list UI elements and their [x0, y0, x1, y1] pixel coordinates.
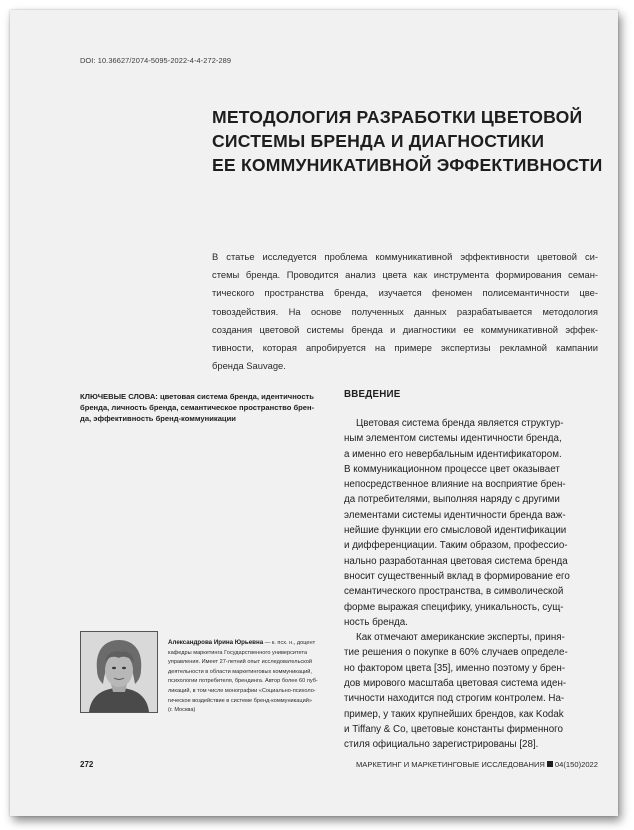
keywords-line: бренда, личность бренда, семантическое пространство брен- [80, 403, 315, 412]
body-line: и Tiffany & Co, цветовые константы фирменного [344, 723, 563, 735]
body-line: нально разработанная цветовая система бренда [344, 555, 568, 567]
doi: DOI: 10.36627/2074-5095-2022-4-4-272-289 [80, 56, 232, 65]
section-heading: ВВЕДЕНИЕ [344, 389, 401, 400]
author-bio [168, 638, 333, 716]
article-title [212, 105, 612, 177]
keywords-line: да, эффективность бренд-коммуникации [80, 414, 236, 423]
bio-line: психологии потребителя, брендинга. Автор более 60 пуб- [168, 678, 318, 685]
section-body [344, 416, 594, 753]
title-line: СИСТЕМЫ БРЕНДА И ДИАГНОСТИКИ [212, 131, 545, 151]
author-photo [80, 631, 158, 713]
abstract-line: бренда Sauvage. [212, 360, 286, 372]
title-line: ЕЕ КОММУНИКАТИВНОЙ ЭФФЕКТИВНОСТИ [212, 155, 603, 175]
abstract-line: тивности, которая апробируется на примере экспертизы рекламной кампании [212, 342, 598, 354]
body-line: дов мирового масштаба цветовая система иден- [344, 678, 567, 690]
journal-footer [356, 760, 598, 769]
bio-line: гическое воздействие в системе бренд-коммуникаций» [168, 697, 312, 704]
body-line: ность бренда. [344, 616, 408, 628]
keywords-line: КЛЮЧЕВЫЕ СЛОВА: цветовая система бренда, идентичность [80, 392, 314, 401]
bio-line: управления. Имеет 27-летний опыт исследовательской [168, 659, 313, 666]
body-line: форме выражая специфику, уникальность, сущ- [344, 601, 564, 613]
body-line: Как отмечают американские эксперты, приня- [356, 632, 565, 644]
body-line: нейшие функции его смысловой идентификации [344, 525, 567, 537]
bio-line: кафедры маркетинга Государственного университета [168, 649, 308, 656]
abstract-line: товоздействия. На основе полученных данных разрабатывается методология [212, 305, 598, 317]
body-line: и дифференциации. Таким образом, профессио- [344, 540, 568, 552]
bio-line [168, 638, 333, 649]
bio-line: (г. Москва) [168, 707, 196, 714]
body-line: Цветовая система бренда является структур- [356, 418, 564, 429]
journal-issue: 04(150)2022 [554, 760, 598, 769]
body-line: пример, у таких крупнейших брендов, как Kodak [344, 708, 564, 720]
bio-line: ликаций, в том числе монографии «Социально-психоло- [168, 687, 316, 694]
body-line: стиля официально зарегистрированы [28]. [344, 739, 539, 751]
author-portrait-icon [81, 632, 157, 712]
abstract-line: стемы бренда. Проводится анализ цвета как инструмента формирования семан- [212, 269, 598, 281]
body-line: семантического пространства, в символической [344, 586, 564, 598]
abstract-line: В статье исследуется проблема коммуникативной эффективности цветовой си- [212, 251, 598, 262]
body-line: тичности находится под строгим контролем. На- [344, 693, 565, 705]
body-line: тие решения о покупке в 60% случаев определе- [344, 647, 568, 659]
journal-page [10, 10, 618, 816]
abstract-line: тического пространства бренда, изучается феномен полисемантичности цве- [212, 287, 598, 299]
body-line: элементами системы идентичности бренда важ- [344, 509, 566, 521]
body-line: В коммуникационном процессе цвет оказывает [344, 463, 560, 475]
page-number: 272 [80, 760, 94, 769]
body-line: но фактором цвета [35], именно поэтому у брен- [344, 662, 566, 674]
square-separator-icon [547, 761, 553, 767]
bio-line: деятельности в области маркетинговых коммуникаций, [168, 668, 312, 675]
keywords [80, 391, 342, 424]
abstract [212, 248, 598, 375]
abstract-line: создания цветовой системы бренда и диагностики ее коммуникативной эффек- [212, 323, 598, 335]
bio-line-rest: — к. псх. н., доцент [263, 640, 316, 646]
body-line: ным элементом системы идентичности бренда, [344, 433, 562, 445]
title-line: МЕТОДОЛОГИЯ РАЗРАБОТКИ ЦВЕТОВОЙ [212, 107, 583, 127]
author-name: Александрова Ирина Юрьевна [168, 639, 264, 646]
body-line: да потребителями, выполняя наряду с другими [344, 494, 560, 506]
body-line: непосредственное влияние на восприятие брен- [344, 479, 566, 491]
body-line: вносит существенный вклад в формирование его [344, 570, 570, 582]
journal-name: МАРКЕТИНГ И МАРКЕТИНГОВЫЕ ИССЛЕДОВАНИЯ [355, 760, 545, 769]
body-line: а именно его невербальным идентификатором. [344, 448, 562, 460]
